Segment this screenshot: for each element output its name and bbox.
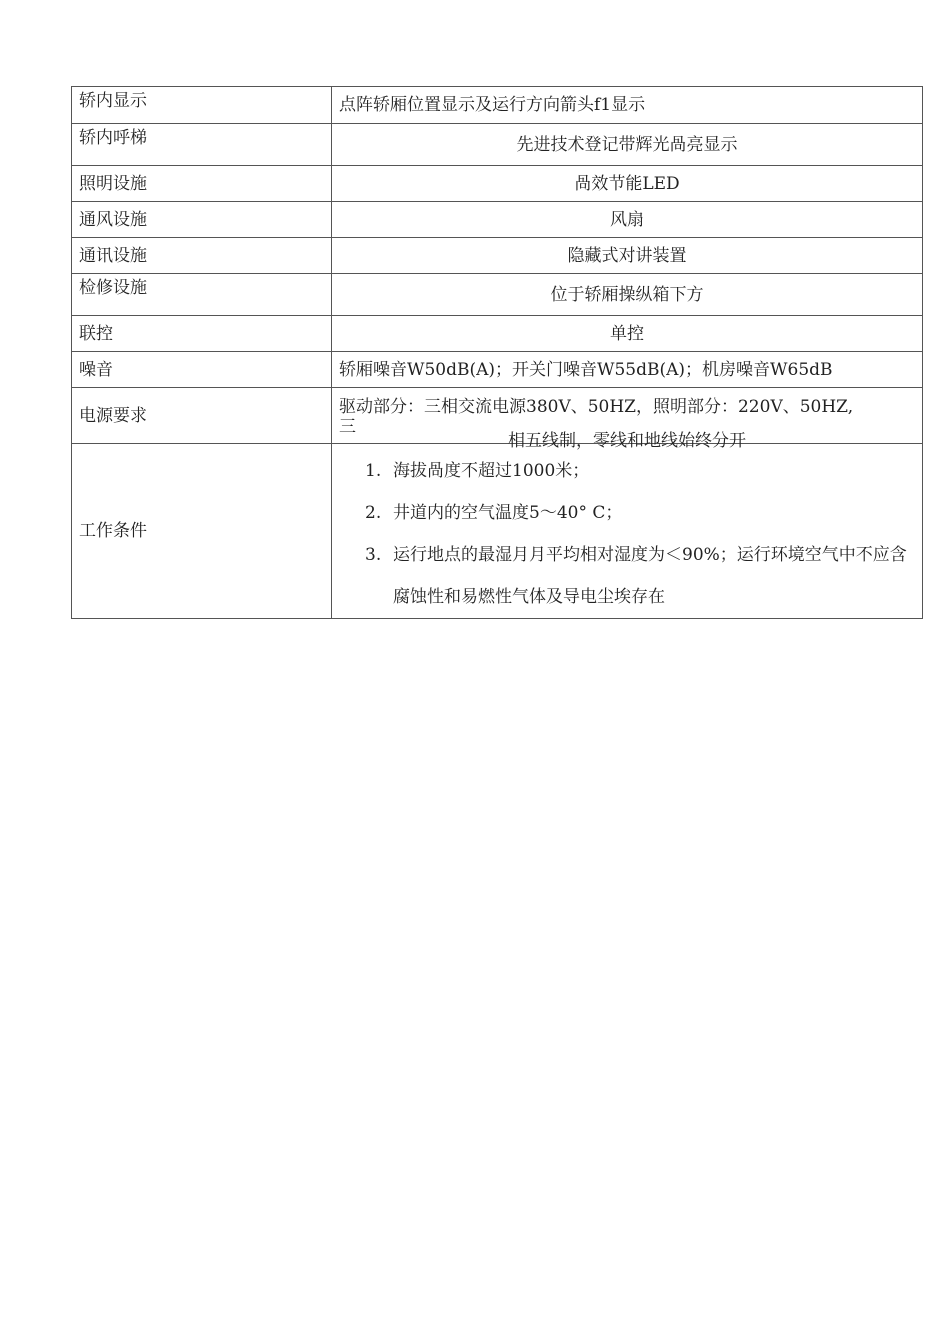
row-value: 隐藏式对讲装置 bbox=[332, 238, 923, 274]
power-value bbox=[339, 395, 915, 451]
table-row bbox=[72, 202, 923, 238]
table-row bbox=[72, 352, 923, 388]
row-value: 点阵轿厢位置显示及运行方向箭头f1显示 bbox=[332, 87, 923, 124]
table-row-conditions bbox=[72, 444, 923, 619]
power-line-2: 三 bbox=[339, 416, 356, 437]
row-label: 联控 bbox=[72, 316, 332, 352]
row-value: 单控 bbox=[332, 316, 923, 352]
table-row bbox=[72, 124, 923, 166]
row-label: 工作条件 bbox=[72, 444, 332, 619]
row-label: 检修设施 bbox=[72, 274, 332, 316]
table-row bbox=[72, 316, 923, 352]
row-label: 通讯设施 bbox=[72, 238, 332, 274]
item-text: 运行地点的最湿月月平均相对湿度为＜90%；运行环境空气中不应含腐蚀性和易燃性气体及导电尘埃存在 bbox=[393, 545, 907, 607]
row-label: 照明设施 bbox=[72, 166, 332, 202]
item-number: 2. bbox=[365, 503, 382, 523]
conditions-list bbox=[339, 444, 915, 618]
item-number: 3. bbox=[365, 545, 382, 565]
elevator-spec-table bbox=[71, 86, 923, 619]
table-row bbox=[72, 87, 923, 124]
list-item bbox=[359, 450, 915, 492]
table-row bbox=[72, 166, 923, 202]
power-value-cell bbox=[332, 388, 923, 451]
row-label: 电源要求 bbox=[72, 388, 332, 444]
power-line-3: 相五线制，零线和地线始终分开 bbox=[508, 430, 746, 451]
conditions-cell bbox=[332, 444, 923, 619]
item-number: 1. bbox=[365, 461, 382, 481]
power-line-1: 驱动部分：三相交流电源380V、50HZ，照明部分：220V、50HZ, bbox=[339, 396, 854, 417]
table-row bbox=[72, 274, 923, 316]
list-item bbox=[359, 492, 915, 534]
table-row bbox=[72, 238, 923, 274]
row-label: 通风设施 bbox=[72, 202, 332, 238]
row-label: 轿内显示 bbox=[72, 87, 332, 124]
list-item bbox=[359, 534, 915, 618]
item-text: 井道内的空气温度5〜40° C； bbox=[393, 503, 623, 523]
row-label: 噪音 bbox=[72, 352, 332, 388]
table-row-power bbox=[72, 388, 923, 444]
row-value: 先进技术登记带辉光咼亮显示 bbox=[332, 124, 923, 166]
item-text: 海拔咼度不超过1000米； bbox=[393, 461, 590, 481]
row-value: 位于轿厢操纵箱下方 bbox=[332, 274, 923, 316]
row-label: 轿内呼梯 bbox=[72, 124, 332, 166]
row-value: 咼效节能LED bbox=[332, 166, 923, 202]
row-value: 轿厢噪音W50dB(A)；开关门噪音W55dB(A)；机房噪音W65dB bbox=[332, 352, 923, 388]
row-value: 风扇 bbox=[332, 202, 923, 238]
